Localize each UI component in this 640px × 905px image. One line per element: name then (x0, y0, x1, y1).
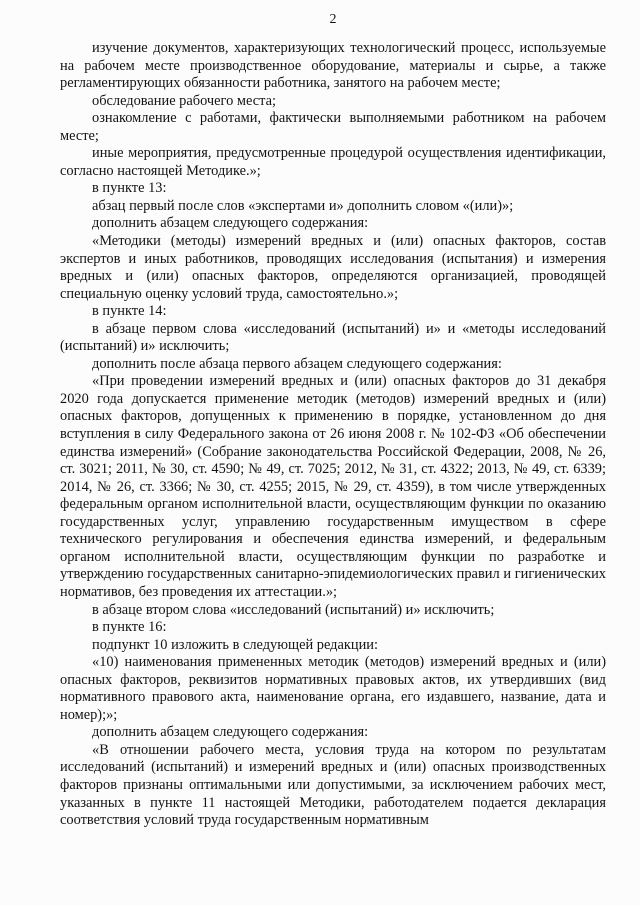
paragraph: в пункте 13: (92, 180, 167, 197)
paragraph: подпункт 10 изложить в следующей редакции: (92, 636, 378, 653)
paragraph: «При проведении измерений вредных и (или) опасных факторов до 31 декабря 2020 года допускается применение методик (методов) измерений вредных и (или) опасных факторов, допущенных к применению в порядке, установленном до дня вступления в силу Федерального закона от 26 июня 2008 г. № 102-ФЗ «Об обеспечении единства измерений» (Собрание законодательства Российской Федерации, 2008, № 26, ст. 3021; 2011, № 30, ст. 4590; № 49, ст. 7025; 2012, № 31, ст. 4322; 2013, № 49, ст. 6339; 2014, № 26, ст. 3366; № 30, ст. 4255; 2015, № 29, ст. 4359), в том числе утвержденных федеральным органом исполнительной власти, осуществляющим функции по оказанию государственных услуг, управлению государственным имуществом в сфере технического регулирования и обеспечения единства измерений, и федеральным органом исполнительной власти, осуществляющим функции по разработке и утверждению государственных санитарно-эпидемиологических правил и гигиенических нормативов, без проведения их аттестации.»; (60, 373, 606, 600)
paragraph: изучение документов, характеризующих технологический процесс, используемые на рабочем месте производственное оборудование, материалы и сырье, а также регламентирующих обязанности работника, занятого на рабочем месте; (60, 40, 606, 92)
page-number: 2 (329, 12, 337, 27)
paragraph: «Методики (методы) измерений вредных и (или) опасных факторов, состав экспертов и иных работников, проводящих исследования (испытания) и измерения вредных и (или) опасных факторов, определяются организацией, проводящей специальную оценку условий труда, самостоятельно.»; (60, 233, 606, 302)
paragraph: в пункте 16: (92, 619, 167, 636)
paragraph: обследование рабочего места; (92, 92, 276, 109)
paragraph: в абзаце первом слова «исследований (испытаний) и» и «методы исследований (испытаний) и» исключить; (60, 320, 606, 355)
paragraph: иные мероприятия, предусмотренные процедурой осуществления идентификации, согласно настоящей Методике.»; (60, 145, 606, 179)
paragraph: дополнить абзацем следующего содержания: (92, 724, 369, 741)
paragraph: «10) наименования примененных методик (методов) измерений вредных и (или) опасных факторов, реквизитов нормативных правовых актов, их утвердивших (вид нормативного правового акта, наименование органа, его издавшего, название, дата и номер);»; (60, 654, 606, 723)
document-body (60, 40, 606, 830)
paragraph: ознакомление с работами, фактически выполняемыми работником на рабочем месте; (60, 110, 606, 144)
paragraph: дополнить после абзаца первого абзацем следующего содержания: (92, 355, 502, 372)
paragraph: дополнить абзацем следующего содержания: (92, 215, 369, 232)
paragraph: в абзаце втором слова «исследований (испытаний) и» исключить; (92, 601, 495, 618)
paragraph: в пункте 14: (92, 303, 167, 320)
paragraph: абзац первый после слов «экспертами и» дополнить словом «(или)»; (92, 197, 514, 214)
paragraph: «В отношении рабочего места, условия труда на котором по результатам исследований (испытаний) и измерений вредных и (или) опасных производственных факторов признаны оптимальными или допустимыми, за исключением рабочих мест, указанных в пункте 11 настоящей Методики, работодателем подается декларация соответствия условий труда государственным нормативным (60, 741, 606, 829)
